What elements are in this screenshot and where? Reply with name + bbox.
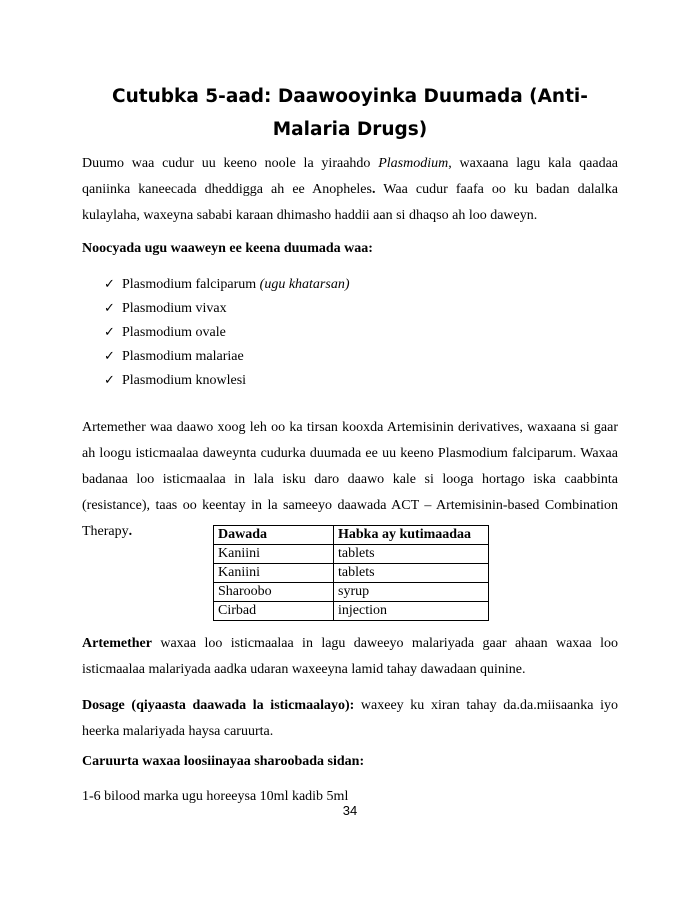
table-cell: syrup	[334, 583, 489, 602]
dose-line: 1-6 bilood marka ugu horeeysa 10ml kadib 5ml	[82, 789, 349, 804]
table-row	[214, 545, 489, 564]
table-cell: Sharoobo	[214, 583, 334, 602]
table-row	[214, 583, 489, 602]
list-item: ✓ Plasmodium falciparum (ugu khatarsan)	[104, 277, 350, 292]
intro-bold-dot: .	[371, 182, 376, 197]
intro-text-start: Duumo waa cudur uu keeno noole la yiraahdo	[82, 156, 379, 171]
table-cell: Cirbad	[214, 602, 334, 621]
dosage-paragraph: Dosage (qiyaasta daawada la isticmaalayo): waxeey ku xiran tahay da.da.miisaanka iyo heerka malariyada haysa caruurta.	[82, 698, 618, 739]
usage-paragraph: Artemether waxaa loo isticmaalaa in lagu daweeyo malariyada gaar ahaan waxaa loo isticmaalaa malariyada aadka udaran waxeeyna lamid tahay dawadaan quinine.	[82, 636, 618, 677]
species-list	[104, 277, 349, 397]
intro-text-end: Waa cudur faafa oo ku badan dalalka kulaylaha, waxeyna sababi karaan dhimasho haddii aan si dhaqso ah loo daweyn.	[82, 182, 618, 223]
table-row	[214, 602, 489, 621]
dosage-form-table	[213, 525, 489, 621]
table-cell: Kaniini	[214, 564, 334, 583]
usage-bold-term: Artemether	[82, 636, 152, 651]
table-cell: Kaniini	[214, 545, 334, 564]
types-heading: Noocyada ugu waaweyn ee keena duumada waa:	[82, 241, 373, 256]
children-heading: Caruurta waxaa loosiinayaa sharoobada sidan:	[82, 754, 365, 769]
page-number: 34	[342, 803, 358, 818]
table-header-row	[214, 526, 489, 545]
species-note: (ugu khatarsan)	[259, 277, 350, 292]
artemether-paragraph: Artemether waa daawo xoog leh oo ka tirsan kooxda Artemisinin derivatives, waxaana si gaar ah loogu isticmaalaa daweynta cudurka duumada ee uu keeno Plasmodium falciparum. Waxaa badanaa loo isticmaalaa in lala isku daro daawo kale si looga hortago iska caabbinta (resistance), taas oo keentay in la sameeyo daawada ACT – Artemisinin-based Combination Therapy.	[82, 420, 618, 539]
intro-text-middle: , waxaana lagu kala qaadaa qaniinka kaneecada dheddigga ah ee Anopheles	[82, 156, 619, 197]
check-icon: ✓	[104, 349, 115, 364]
intro-paragraph	[82, 151, 618, 229]
list-item: ✓ Plasmodium knowlesi	[104, 373, 247, 388]
table-cell: tablets	[334, 564, 489, 583]
check-icon: ✓	[104, 373, 115, 388]
table-header-cell: Habka ay kutimaadaa	[334, 526, 489, 545]
table-header-cell: Dawada	[214, 526, 334, 545]
table-cell: tablets	[334, 545, 489, 564]
check-icon: ✓	[104, 301, 115, 316]
list-item: ✓ Plasmodium ovale	[104, 325, 226, 340]
chapter-title: Cutubka 5-aad: Daawooyinka Duumada (Anti-Malaria Drugs)	[112, 86, 588, 140]
intro-italic-term: Plasmodium	[378, 156, 449, 171]
dosage-bold-term: Dosage (qiyaasta daawada la isticmaalayo):	[82, 698, 355, 713]
list-item: ✓ Plasmodium malariae	[104, 349, 244, 364]
table-cell: injection	[334, 602, 489, 621]
table-row	[214, 564, 489, 583]
list-item: ✓ Plasmodium vivax	[104, 301, 227, 316]
check-icon: ✓	[104, 325, 115, 340]
check-icon: ✓	[104, 277, 115, 292]
